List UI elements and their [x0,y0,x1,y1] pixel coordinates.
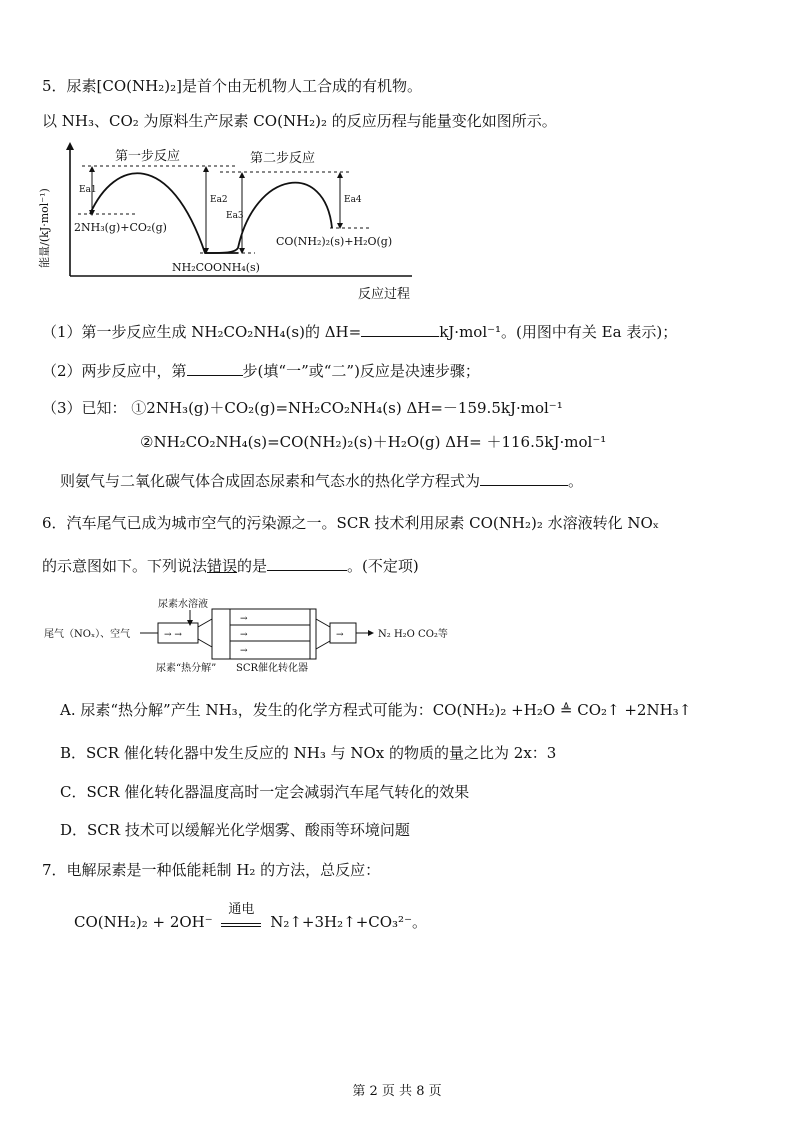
step1-label: 第一步反应 [115,149,181,164]
urea-solution-label: 尿素水溶液 [158,599,208,610]
q5-line2: 以 NH₃、CO₂ 为原料生产尿素 CO(NH₂)₂ 的反应历程与能量变化如图所示。 [42,112,557,130]
q5-sub1-tail: kJ·mol⁻¹。(用图中有关 Ea 表示)； [439,323,678,341]
q5-sub3-eq1: （3）已知： ①2NH₃(g)＋CO₂(g)=NH₂CO₂NH₄(s) ΔH=－159.5kJ·mol⁻¹ [42,399,563,417]
q5-sub1 [42,322,677,342]
intermediate-label: NH₂COONH₄(s) [172,261,260,274]
q6-option-c: C．SCR 催化转化器温度高时一定会减弱汽车尾气转化的效果 [60,783,470,801]
page-footer: 第 2 页 共 8 页 [352,1084,442,1099]
svg-text:→ →: → → [164,630,182,640]
q7-eq-left: CO(NH₂)₂ + 2OH⁻ [74,913,213,931]
energy-diagram [40,140,420,308]
q7-equation [74,902,427,932]
svg-text:→: → [240,614,248,624]
decomp-label: 尿素“热分解” [156,663,217,674]
svg-text:→: → [240,646,248,656]
q7-eq-condition: 通电 [228,902,255,917]
q6-line2 [42,556,419,576]
scr-diagram [40,595,480,675]
q5-sub2-text: （2）两步反应中，第 [42,362,187,380]
q6-line2-text: 的示意图如下。下列说法 [42,557,208,575]
x-axis-label: 反应过程 [358,287,411,302]
q6-option-b: B．SCR 催化转化器中发生反应的 NH₃ 与 NOx 的物质的量之比为 2x：3 [60,744,557,762]
y-axis-label: 能量/(kJ·mol⁻¹) [38,188,51,268]
ea3-label: Ea3 [226,211,244,221]
q5-sub2 [42,361,480,381]
q5-sub3-text: 则氨气与二氧化碳气体合成固态尿素和气态水的热化学方程式为 [60,472,481,490]
q6-option-a: A. 尿素“热分解”产生 NH₃，发生的化学方程式可能为：CO(NH₂)₂ +H₂O ≜ CO₂↑ +2NH₃↑ [60,701,692,719]
q5-sub3-blank[interactable] [480,471,568,486]
q7-line1: 7．电解尿素是一种低能耗制 H₂ 的方法，总反应： [42,861,381,879]
q6-line2-tail: 。(不定项) [347,557,419,575]
q5-sub2-blank[interactable] [187,361,243,376]
outlet-label: N₂ H₂O CO₂等 [378,629,448,640]
inlet-label: 尾气（NOₓ）、空气 [44,629,131,640]
scr-box [212,609,316,659]
ea4-label: Ea4 [344,195,362,205]
q6-line1: 6．汽车尾气已成为城市空气的污染源之一。SCR 技术利用尿素 CO(NH₂)₂ 水溶液转化 NOₓ [42,514,660,532]
q5-sub1-blank[interactable] [361,322,439,337]
q5-sub2-tail: 步(填“一”或“二”)反应是决速步骤； [242,362,480,380]
step2-label: 第二步反应 [250,151,316,166]
q6-line2-mid: 的是 [237,557,268,575]
ea2-label: Ea2 [210,195,228,205]
reactants-label: 2NH₃(g)+CO₂(g) [74,221,167,234]
q6-option-d: D．SCR 技术可以缓解光化学烟雾、酸雨等环境问题 [60,821,410,839]
y-axis-arrow [66,142,74,150]
q5-sub3-eq2: ②NH₂CO₂NH₄(s)=CO(NH₂)₂(s)＋H₂O(g) ΔH= ＋116.5kJ·mol⁻¹ [140,433,607,451]
ea1-label: Ea1 [79,185,97,195]
q5-sub3-ask [60,471,583,491]
scr-label: SCR催化转化器 [236,663,309,674]
q7-eq-right: N₂↑+3H₂↑+CO₃²⁻。 [270,913,427,931]
q7-eq-arrow [221,902,261,927]
q6-emphasis: 错误 [207,557,238,575]
products-label: CO(NH₂)₂(s)+H₂O(g) [276,235,393,248]
q6-blank[interactable] [267,556,347,571]
svg-text:→: → [336,630,344,640]
q5-sub1-text: （1）第一步反应生成 NH₂CO₂NH₄(s)的 ΔH= [42,323,362,341]
svg-text:→: → [240,630,248,640]
q5-intro: 5．尿素[CO(NH₂)₂]是首个由无机物人工合成的有机物。 [42,77,422,95]
q5-sub3-tail: 。 [568,472,584,490]
